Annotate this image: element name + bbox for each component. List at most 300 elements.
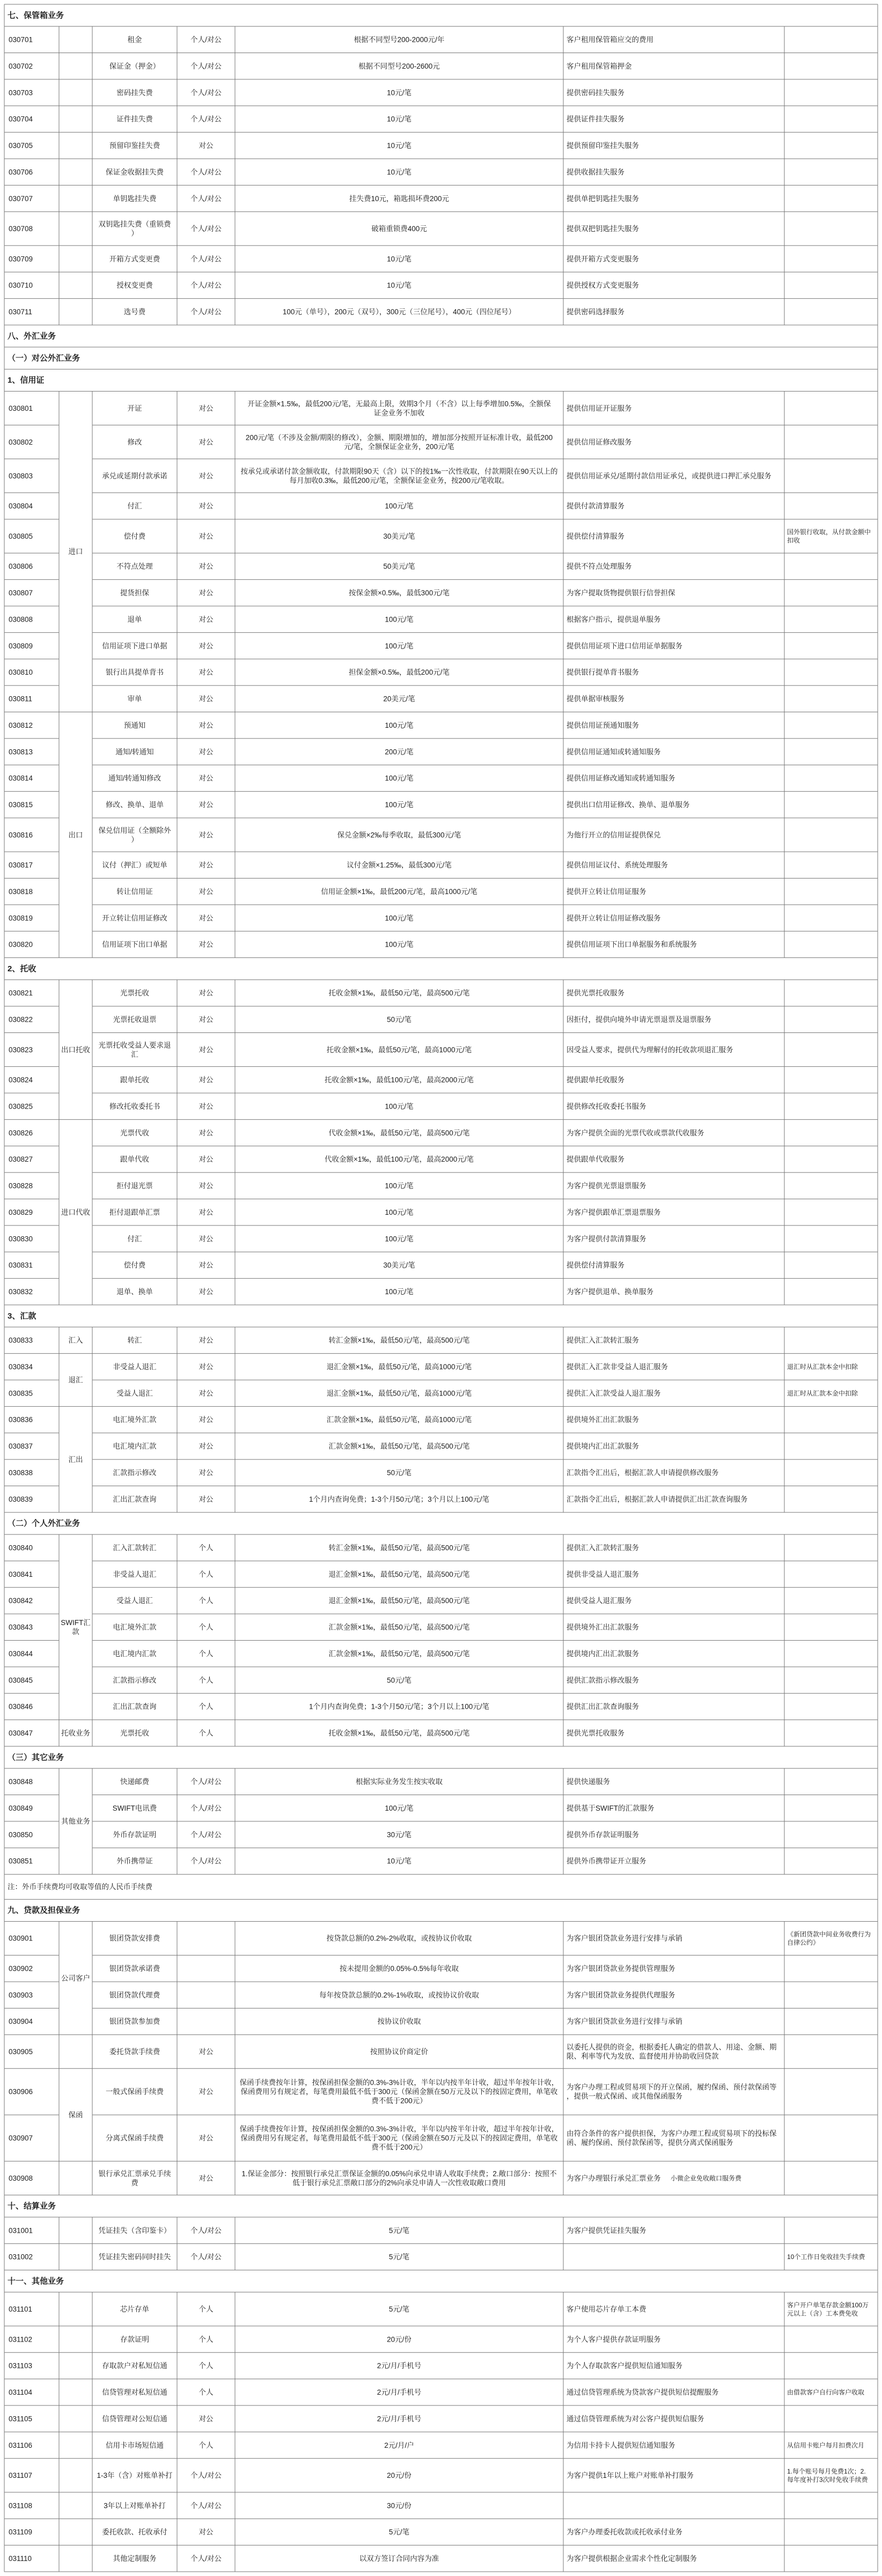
service-content: 提供信用证项下出口单据服务和系统服务 — [567, 940, 697, 949]
fee-item-name: 修改、换单、退单 — [106, 801, 164, 809]
fee-item-name: 光票托收 — [120, 1729, 149, 1738]
fee-standard: 100元/笔 — [385, 641, 414, 650]
fee-code: 030840 — [9, 1544, 33, 1552]
fee-item-name: 不符点处理 — [116, 562, 153, 571]
customer-type: 个人 — [199, 2305, 214, 2314]
fee-standard: 2元/月/手机号 — [377, 2361, 422, 2370]
fee-standard: 100元/笔 — [385, 801, 414, 809]
service-content: 为客户提供根据企业需求个性化定制服务 — [567, 2555, 697, 2563]
service-content: 汇款指令汇出后，根据汇款人申请提供修改服务 — [567, 1468, 719, 1477]
fee-item-name: 3年以上对账单补打 — [104, 2501, 166, 2510]
service-content: 提供信用证通知或转通知服务 — [567, 748, 661, 756]
fee-standard: 退汇金额×1‰，最低50元/笔，最高500元/笔 — [328, 1570, 470, 1578]
group-label: 退汇 — [68, 1376, 83, 1384]
service-content: 为客户办理工程或贸易项下的开立保函，履约保函、预付款保函等，提供一般式保函、或其他保函服务 — [567, 2083, 777, 2101]
fee-item-name: 偿付费 — [123, 532, 146, 541]
fee-code: 030906 — [9, 2087, 33, 2096]
fee-standard: 50元/笔 — [387, 1468, 411, 1477]
fee-standard: 退汇金额×1‰，最低50元/笔，最高1000元/笔 — [326, 1362, 472, 1371]
fee-standard: 破箱重锁费400元 — [371, 225, 427, 233]
fee-item-name: 电汇境外汇款 — [113, 1623, 157, 1632]
fee-code: 030802 — [9, 438, 33, 446]
fee-standard: 挂失费10元，箱匙损坏费200元 — [349, 194, 450, 203]
service-content: 为客户提取货物提供银行信誉担保 — [567, 589, 675, 597]
fee-standard: 20元/份 — [387, 2335, 411, 2344]
customer-type: 个人 — [199, 2335, 214, 2344]
customer-type: 对公 — [199, 2134, 214, 2143]
section-heading: 2、托收 — [8, 964, 36, 973]
fee-item-name: 银行承兑汇票承兑手续费 — [98, 2169, 171, 2187]
customer-type: 对公 — [199, 774, 214, 783]
fee-standard: 100元/笔 — [385, 502, 414, 511]
fee-code: 030801 — [9, 404, 33, 412]
fee-code: 030902 — [9, 1964, 33, 1973]
customer-type: 对公 — [199, 471, 214, 480]
fee-code: 030822 — [9, 1015, 33, 1024]
customer-type: 对公 — [199, 502, 214, 511]
fee-item-name: 付汇 — [127, 1235, 142, 1243]
fee-standard: 2元/月/手机号 — [377, 2415, 422, 2423]
fee-standard: 信用证金额×1‰，最低200元/笔，最高1000元/笔 — [321, 887, 477, 896]
fee-standard: 10元/笔 — [387, 168, 411, 176]
fee-code: 030805 — [9, 532, 33, 541]
fee-code: 030850 — [9, 1830, 33, 1839]
fee-standard: 10元/笔 — [387, 115, 411, 123]
group-label: 出口托收 — [61, 1045, 90, 1054]
fee-standard: 30元/份 — [387, 2501, 411, 2510]
customer-type: 个人/对公 — [190, 115, 222, 123]
fee-standard: 100元/笔 — [385, 1182, 414, 1190]
group-label: 进口代收 — [61, 1208, 90, 1216]
customer-type: 个人/对公 — [190, 2555, 222, 2563]
customer-type: 对公 — [199, 887, 214, 896]
customer-type: 对公 — [199, 1442, 214, 1451]
fee-code: 030816 — [9, 831, 33, 839]
fee-code: 031110 — [9, 2555, 32, 2563]
fee-item-name: 凭证挂失（含印鉴卡） — [98, 2226, 171, 2235]
service-content: 为个人存取款客户提供短信通知服务 — [567, 2361, 682, 2370]
customer-type: 对公 — [199, 1182, 214, 1190]
remark: 从信用卡账户每月扣费次月 — [787, 2441, 865, 2449]
fee-code: 030824 — [9, 1076, 33, 1084]
fee-code: 031109 — [9, 2528, 33, 2536]
fee-item-name: 银团贷款参加费 — [109, 2017, 160, 2026]
service-content: 提供光票托收服务 — [567, 989, 624, 998]
fee-item-name: 一般式保函手续费 — [106, 2087, 164, 2096]
fee-item-name: 单钥匙挂失费 — [113, 194, 157, 203]
fee-standard: 保函手续费按年计算，按保函担保金额的0.3%-3%计收，半年以内按半年计收，超过半年按年计收，保函费用另有规定者，每笔费用最低不低于300元（保函金额在50万元及以下的按固定费用，单笔收费不低于200元） — [239, 2125, 559, 2152]
fee-code: 030813 — [9, 748, 33, 756]
group-label: 汇出 — [68, 1455, 83, 1464]
fee-standard: 5元/笔 — [388, 2528, 410, 2536]
service-content: 提供非受益人退汇服务 — [567, 1570, 639, 1578]
fee-standard: 汇款金额×1‰，最低50元/笔，最高1000元/笔 — [326, 1415, 472, 1424]
customer-type: 个人 — [199, 1623, 214, 1632]
fee-code: 031001 — [9, 2226, 33, 2235]
fee-item-name: 保证金（押金） — [109, 62, 160, 70]
fee-code: 030842 — [9, 1597, 33, 1605]
fee-item-name: 其他定制服务 — [113, 2555, 157, 2563]
fee-code: 030844 — [9, 1649, 33, 1658]
customer-type: 个人/对公 — [190, 1804, 222, 1812]
section-heading: 十一、其他业务 — [8, 2276, 64, 2286]
service-content: 提供外币存款证明服务 — [567, 1830, 639, 1839]
fee-item-name: 审单 — [127, 695, 142, 703]
fee-code: 030826 — [9, 1128, 33, 1137]
service-content: 提供授权方式变更服务 — [567, 281, 639, 290]
service-content: 提供汇入汇款转汇服务 — [567, 1544, 639, 1552]
service-content: 因受益人要求，提供代为理解付的托收款项退汇服务 — [567, 1045, 733, 1054]
fee-code: 030817 — [9, 861, 33, 869]
fee-standard: 汇款金额×1‰，最低50元/笔，最高500元/笔 — [328, 1442, 470, 1451]
fee-code: 030904 — [9, 2017, 33, 2026]
fee-code: 030804 — [9, 502, 33, 511]
fee-standard: 担保金额×0.5‰，最低200元/笔 — [349, 668, 450, 677]
fee-item-name: 外币存款证明 — [113, 1830, 157, 1839]
customer-type: 个人/对公 — [190, 35, 222, 44]
customer-type: 对公 — [199, 1468, 214, 1477]
group-label: 汇入 — [68, 1336, 83, 1345]
fee-item-name: 电汇境内汇款 — [113, 1649, 157, 1658]
fee-code: 031103 — [9, 2361, 33, 2370]
fee-standard: 20美元/笔 — [383, 695, 415, 703]
fee-standard: 以双方签订合同内容为准 — [359, 2555, 439, 2563]
fee-code: 030704 — [9, 115, 33, 123]
service-content: 提供证件挂失服务 — [567, 115, 624, 123]
fee-item-name: 修改托收委托书 — [109, 1102, 160, 1111]
fee-code: 030831 — [9, 1261, 33, 1269]
fee-standard: 200元/笔（不涉及金额/期限的修改），金额、期限增加的，增加部分按照开证标准计收，最低200 元/笔，全额保证金业务，200元/笔 — [245, 433, 553, 451]
fee-item-name: 开箱方式变更费 — [109, 255, 160, 263]
remark: 国外银行收取，从付款金额中扣收 — [787, 528, 871, 544]
fee-item-name: 提货担保 — [120, 589, 149, 597]
fee-item-name: 转汇 — [127, 1336, 142, 1345]
fee-code: 030839 — [9, 1495, 33, 1503]
customer-type: 个人/对公 — [190, 1830, 222, 1839]
group-label: 保函 — [68, 2110, 83, 2119]
remark: 小微企业免收敞口服务费 — [670, 2174, 742, 2182]
group-label: 其他业务 — [61, 1817, 90, 1826]
service-content: 提供收据挂失服务 — [567, 168, 624, 176]
remark: 10个工作日免收挂失手续费 — [787, 2253, 865, 2261]
service-content: 为客户银团贷款业务进行安排与承销 — [567, 2017, 682, 2026]
customer-type: 对公 — [199, 1045, 214, 1054]
fee-item-name: 光票托收退票 — [113, 1015, 157, 1024]
fee-code: 030827 — [9, 1155, 33, 1164]
service-content: 提供开箱方式变更服务 — [567, 255, 639, 263]
service-content: 为客户银团贷款业务进行安排与承销 — [567, 1934, 682, 1943]
fee-item-name: 信用证项下出口单据 — [102, 940, 167, 949]
fee-standard: 100元/笔 — [385, 721, 414, 729]
fee-code: 030830 — [9, 1235, 33, 1243]
fee-item-name: 证件挂失费 — [116, 115, 153, 123]
fee-item-name: 汇款指示修改 — [113, 1468, 157, 1477]
fee-item-name: 通知/转通知修改 — [108, 774, 161, 783]
fee-standard: 汇款金额×1‰，最低50元/笔，最高500元/笔 — [328, 1623, 470, 1632]
group-label: 出口 — [68, 831, 83, 839]
service-content: 为客户银团贷款业务提供代理服务 — [567, 1991, 675, 1999]
group-label: 托收业务 — [61, 1729, 90, 1738]
customer-type: 对公 — [199, 562, 214, 571]
fee-standard: 100元/笔 — [385, 1208, 414, 1216]
fee-code: 030803 — [9, 471, 33, 480]
fee-item-name: 非受益人退汇 — [113, 1570, 157, 1578]
service-content: 为客户提供退单、换单服务 — [567, 1288, 653, 1296]
customer-type: 对公 — [199, 438, 214, 446]
fee-standard: 1个月内查询免费；1-3个月50元/笔；3个月以上100元/笔 — [308, 1702, 490, 1711]
fee-item-name: 保兑信用证（全额除外） — [98, 826, 171, 844]
service-content: 为客户提供全面的光票代收或票款代收服务 — [567, 1128, 704, 1137]
customer-type: 个人/对公 — [190, 2253, 222, 2261]
service-content: 为客户办理银行承兑汇票业务 — [567, 2174, 661, 2182]
fee-standard: 50元/笔 — [387, 1676, 411, 1685]
fee-standard: 根据不同型号200-2600元 — [358, 62, 440, 70]
fee-item-name: 光票托收受益人要求退汇 — [98, 1041, 171, 1059]
customer-type: 对公 — [199, 1415, 214, 1424]
customer-type: 个人 — [199, 1729, 214, 1738]
customer-type: 个人/对公 — [190, 2226, 222, 2235]
fee-item-name: 光票托收 — [120, 989, 149, 998]
fee-code: 030711 — [9, 308, 33, 316]
fee-code: 030818 — [9, 887, 33, 896]
fee-code: 030823 — [9, 1045, 33, 1054]
fee-standard: 5元/笔 — [388, 2226, 410, 2235]
fee-code: 030701 — [9, 35, 33, 44]
fee-code: 030832 — [9, 1288, 33, 1296]
fee-code: 030820 — [9, 940, 33, 949]
customer-type: 对公 — [199, 1261, 214, 1269]
service-content: 通过信贷管理系统为贷款客户提供短信提醒服务 — [567, 2388, 719, 2397]
fee-item-name: 退单 — [127, 615, 142, 624]
service-content: 为客户银团贷款业务提供管理服务 — [567, 1964, 675, 1973]
fee-code: 030812 — [9, 721, 33, 729]
fee-item-name: 凭证挂失密码同时挂失 — [98, 2253, 171, 2261]
customer-type: 对公 — [199, 2047, 214, 2056]
fee-item-name: 汇款指示修改 — [113, 1676, 157, 1685]
service-content: 提供快递服务 — [567, 1777, 610, 1786]
fee-item-name: 非受益人退汇 — [113, 1362, 157, 1371]
fee-standard: 20元/份 — [387, 2471, 411, 2480]
fee-code: 030849 — [9, 1804, 33, 1812]
fee-code: 030709 — [9, 255, 33, 263]
service-content: 提供境外汇出汇款服务 — [567, 1623, 639, 1632]
customer-type: 个人/对公 — [190, 168, 222, 176]
customer-type: 个人 — [199, 2388, 214, 2397]
service-content: 提供出口信用证修改、换单、退单服务 — [567, 801, 690, 809]
fee-item-name: 银行出具提单背书 — [106, 668, 164, 677]
service-content: 提供银行提单背书服务 — [567, 668, 639, 677]
fee-standard: 5元/笔 — [388, 2253, 410, 2261]
fee-code: 030841 — [9, 1570, 33, 1578]
fee-standard: 10元/笔 — [387, 1857, 411, 1865]
fee-item-name: 预通知 — [123, 721, 146, 729]
service-content: 提供信用证承兑/延期付款信用证承兑，或提供进口押汇承兑服务 — [567, 471, 771, 480]
service-content: 提供境内汇出汇款服务 — [567, 1649, 639, 1658]
service-content: 提供汇款指示修改服务 — [567, 1676, 639, 1685]
fee-code: 030833 — [9, 1336, 33, 1345]
fee-standard: 2元/月/手机号 — [377, 2388, 422, 2397]
section-heading: 十、结算业务 — [8, 2202, 56, 2211]
fee-standard: 转汇金额×1‰，最低50元/笔，最高500元/笔 — [328, 1336, 470, 1345]
fee-code: 031105 — [9, 2415, 33, 2423]
fee-code: 030811 — [9, 695, 33, 703]
service-content: 提供开立转让信用证修改服务 — [567, 914, 661, 922]
customer-type: 对公 — [199, 1288, 214, 1296]
service-content: 提供付款清算服务 — [567, 502, 624, 511]
service-content: 为客户提供跟单汇票退票服务 — [567, 1208, 661, 1216]
section-heading: 九、贷款及担保业务 — [8, 1906, 80, 1915]
customer-type: 个人/对公 — [190, 88, 222, 97]
fee-standard: 10元/笔 — [387, 142, 411, 150]
fee-standard: 100元/笔 — [385, 1804, 414, 1812]
customer-type: 对公 — [199, 940, 214, 949]
fee-item-name: 电汇境内汇款 — [113, 1442, 157, 1451]
fee-code: 030829 — [9, 1208, 33, 1216]
fee-code: 030847 — [9, 1729, 33, 1738]
fee-standard: 100元/笔 — [385, 914, 414, 922]
service-content: 提供开立转让信用证服务 — [567, 887, 646, 896]
fee-code: 030814 — [9, 774, 33, 783]
fee-item-name: 汇出汇款查询 — [113, 1702, 157, 1711]
fee-item-name: 预留印鉴挂失费 — [109, 142, 160, 150]
fee-item-name: 受益人退汇 — [116, 1389, 153, 1398]
service-content: 提供信用证修改服务 — [567, 438, 632, 446]
fee-standard: 每年按贷款总额的0.2%-1%收取，或按协议价收取 — [319, 1991, 479, 1999]
fee-code: 030851 — [9, 1857, 33, 1865]
fee-standard: 代收金额×1‰，最低100元/笔，最高2000元/笔 — [325, 1155, 474, 1164]
fee-standard: 按贷款总额的0.2%-2%收取，或按协议价收取 — [326, 1934, 472, 1943]
fee-item-name: 电汇境外汇款 — [113, 1415, 157, 1424]
fee-code: 030702 — [9, 62, 33, 70]
fee-item-name: 转让信用证 — [116, 887, 153, 896]
fee-item-name: 汇出汇款查询 — [113, 1495, 157, 1503]
service-content: 提供境外汇出汇款服务 — [567, 1415, 639, 1424]
service-content: 提供汇入汇款受益人退汇服务 — [567, 1389, 661, 1398]
fee-item-name: 信贷管理对公短信通 — [102, 2415, 167, 2423]
footnote: 注：外币手续费均可收取等值的人民币手续费 — [8, 1883, 152, 1891]
fee-item-name: 快递邮费 — [120, 1777, 149, 1786]
service-content: 提供境内汇出汇款服务 — [567, 1442, 639, 1451]
fee-item-name: 信贷管理对私短信通 — [102, 2388, 167, 2397]
customer-type: 对公 — [199, 1128, 214, 1137]
fee-code: 030834 — [9, 1362, 33, 1371]
fee-item-name: 租金 — [127, 35, 142, 44]
fee-standard: 托收金额×1‰，最低50元/笔，最高500元/笔 — [328, 989, 470, 998]
service-content: 由符合条件的客户提供担保，为客户办理工程或贸易项下的投标保函、履约保函、预付款保函等，提供分离式保函服务 — [567, 2129, 777, 2147]
fee-code: 030825 — [9, 1102, 33, 1111]
customer-type: 对公 — [199, 2528, 214, 2536]
group-label: 公司客户 — [61, 1974, 90, 1982]
service-content: 为信用卡持卡人提供短信通知服务 — [567, 2441, 675, 2449]
section-heading: 1、信用证 — [8, 375, 45, 385]
fee-item-name: 选号费 — [123, 308, 146, 316]
customer-type: 对公 — [199, 914, 214, 922]
service-content: 提供偿付清算服务 — [567, 532, 624, 541]
fee-standard: 保函手续费按年计算，按保函担保金额的0.3%-3%计收，半年以内按半年计收，超过半年按年计收，保函费用另有规定者，每笔费用最低不低于300元（保函金额在50万元及以下的按固定费用，单笔收费不低于200元） — [239, 2078, 559, 2105]
remark: 退汇时从汇款本金中扣除 — [787, 1363, 858, 1371]
customer-type: 对公 — [199, 1155, 214, 1164]
fee-item-name: 通知/转通知 — [115, 748, 154, 756]
fee-standard: 50元/笔 — [387, 1015, 411, 1024]
fee-code: 030819 — [9, 914, 33, 922]
service-content: 提供信用证预通知服务 — [567, 721, 639, 729]
customer-type: 对公 — [199, 532, 214, 541]
customer-type: 对公 — [199, 1495, 214, 1503]
fee-code: 030810 — [9, 668, 33, 677]
fee-standard: 100元/笔 — [385, 1235, 414, 1243]
fee-code: 030835 — [9, 1389, 33, 1398]
customer-type: 个人/对公 — [190, 62, 222, 70]
fee-standard: 代收金额×1‰，最低50元/笔，最高500元/笔 — [328, 1128, 470, 1137]
service-content: 为客户提供光票退票服务 — [567, 1182, 646, 1190]
fee-standard: 1个月内查询免费；1-3个月50元/笔；3个月以上100元/笔 — [308, 1495, 490, 1503]
customer-type: 对公 — [199, 801, 214, 809]
customer-type: 对公 — [199, 2087, 214, 2096]
fee-standard: 托收金额×1‰，最低50元/笔，最高1000元/笔 — [326, 1045, 472, 1054]
fee-code: 031107 — [9, 2471, 33, 2480]
group-label: SWIFT汇款 — [61, 1619, 91, 1636]
fee-code: 030836 — [9, 1415, 33, 1424]
customer-type: 对公 — [199, 404, 214, 412]
fee-item-name: 分离式保函手续费 — [106, 2134, 164, 2143]
customer-type: 对公 — [199, 1362, 214, 1371]
fee-code: 030808 — [9, 615, 33, 624]
service-content: 为客户提供付款清算服务 — [567, 1235, 646, 1243]
fee-item-name: 开证 — [127, 404, 142, 412]
section-heading: 七、保管箱业务 — [8, 11, 64, 20]
fee-code: 031102 — [9, 2335, 33, 2344]
service-content: 提供基于SWIFT的汇款服务 — [567, 1804, 655, 1812]
service-content: 根据客户指示，提供退单服务 — [567, 615, 661, 624]
fee-code: 030843 — [9, 1623, 33, 1632]
service-content: 提供预留印鉴挂失服务 — [567, 142, 639, 150]
remark: 客户开户单笔存款金额100万元以上（含）工本费免收 — [787, 2301, 869, 2317]
fee-item-name: 芯片存单 — [120, 2305, 149, 2314]
fee-standard: 100元/笔 — [385, 1102, 414, 1111]
fee-standard: 100元（单号），200元（双号），300元（三位尾号），400元（四位尾号） — [282, 308, 516, 316]
fee-standard: 30美元/笔 — [383, 532, 415, 541]
service-content: 提供汇入汇款转汇服务 — [567, 1336, 639, 1345]
fee-code: 030905 — [9, 2047, 33, 2056]
customer-type: 个人 — [199, 1702, 214, 1711]
service-content: 提供汇出汇款查询服务 — [567, 1702, 639, 1711]
fee-code: 030845 — [9, 1676, 33, 1685]
fee-item-name: 受益人退汇 — [116, 1597, 153, 1605]
remark: 由借款客户自行向客户收取 — [787, 2388, 865, 2396]
service-content: 提供单把钥匙挂失服务 — [567, 194, 639, 203]
fee-standard: 5元/笔 — [388, 2305, 410, 2314]
service-content: 提供受益人退汇服务 — [567, 1597, 632, 1605]
fee-standard: 10元/笔 — [387, 88, 411, 97]
customer-type: 个人 — [199, 1597, 214, 1605]
customer-type: 对公 — [199, 641, 214, 650]
section-heading: 八、外汇业务 — [8, 331, 56, 341]
fee-standard: 按照协议价商定价 — [370, 2047, 428, 2056]
service-content: 客户租用保管箱押金 — [567, 62, 632, 70]
fee-item-name: 银团贷款代理费 — [109, 1991, 160, 1999]
fee-code: 031104 — [9, 2388, 33, 2397]
group-label: 进口 — [68, 548, 83, 556]
fee-code: 030708 — [9, 225, 33, 233]
fee-standard: 开证金额×1.5‰，最低200元/笔，无最高上限，效期3个月（不含）以上每季增加0.5‰，全额保证金业务不加收 — [247, 400, 551, 417]
service-content: 为客户提供1年以上账户对账单补打服务 — [567, 2471, 694, 2480]
fee-item-name: 开立转让信用证修改 — [102, 914, 167, 922]
service-content: 客户使用芯片存单工本费 — [567, 2305, 646, 2314]
customer-type: 对公 — [199, 1076, 214, 1084]
service-content: 提供外币携带证开立服务 — [567, 1857, 646, 1865]
fee-standard: 1.保证金部分：按照银行承兑汇票保证金额的0.05%向承兑申请人收取手续费；2.敞口部分：按照不低于银行承兑汇票敞口部分的2%向承兑申请人一次性收取敞口费用 — [241, 2169, 557, 2187]
customer-type: 个人 — [199, 1544, 214, 1552]
